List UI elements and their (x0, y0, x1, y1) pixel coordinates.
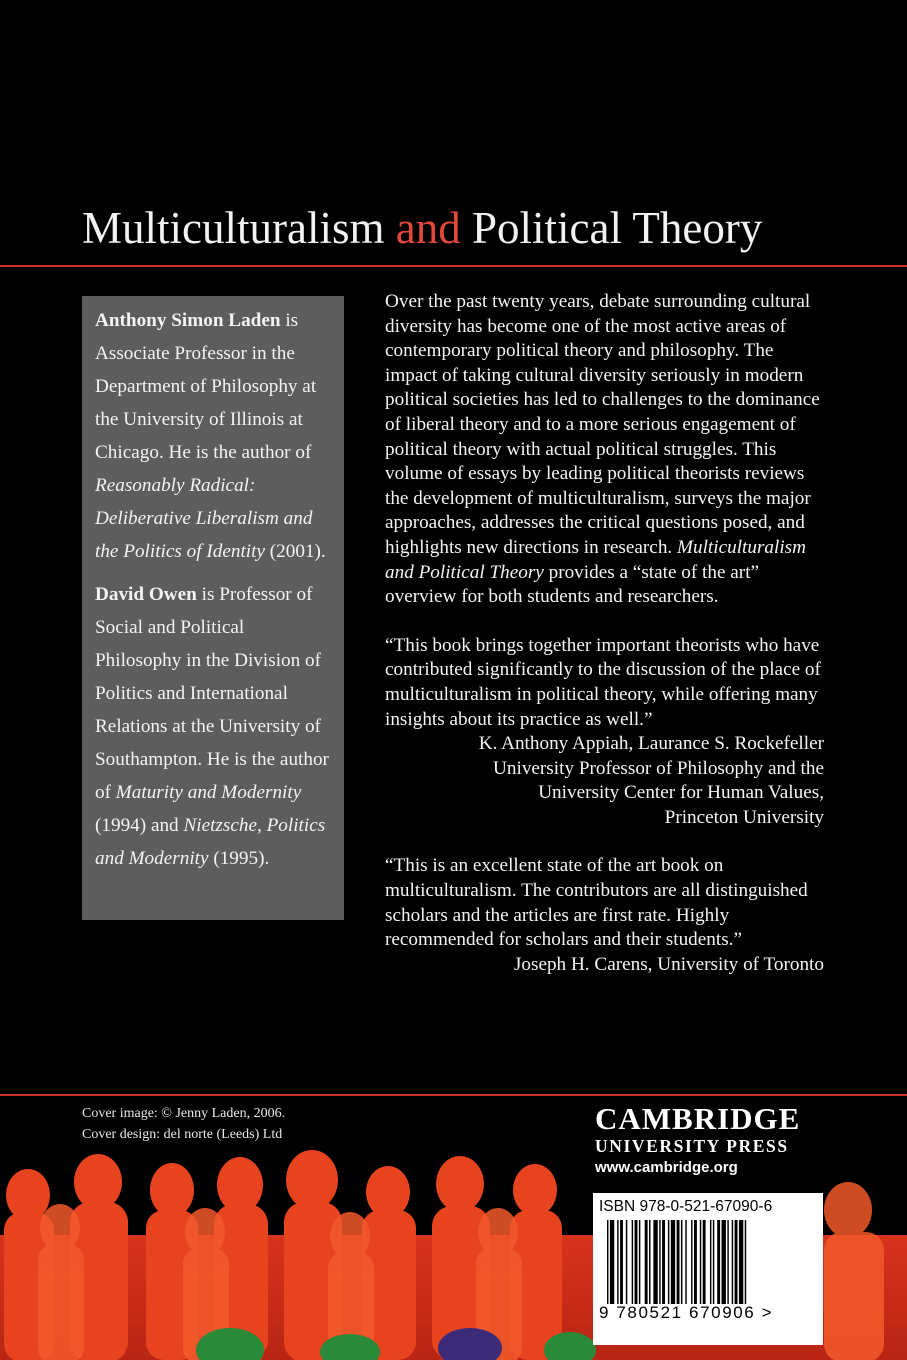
barcode-bar (745, 1220, 746, 1304)
barcode-bar (610, 1220, 614, 1304)
bio-laden (95, 304, 334, 568)
barcode-bar (727, 1220, 728, 1304)
publisher-logo (595, 1102, 825, 1179)
barcode-bar (639, 1220, 640, 1304)
barcode-bar (691, 1220, 692, 1304)
cover-design-credit: Cover design: del norte (Leeds) Ltd (82, 1127, 283, 1142)
cover-image-credit: Cover image: © Jenny Laden, 2006. (82, 1106, 286, 1121)
attribution-line: Joseph H. Carens, University of Toronto (513, 953, 824, 975)
attribution-line: University Professor of Philosophy and the (493, 757, 824, 779)
barcode-bar (626, 1220, 627, 1304)
blurb-book-title: Multiculturalism and Political Theory (385, 536, 806, 583)
barcode-bar (739, 1220, 743, 1304)
cover-credits (82, 1103, 285, 1145)
blurb-text-end: provides a “state of the art” overview for both students and researchers. (385, 561, 760, 608)
attribution-line: K. Anthony Appiah, Laurance S. Rockefeller (478, 733, 824, 755)
barcode-bar (685, 1220, 686, 1304)
barcode-bar (668, 1220, 669, 1304)
review-attribution-1 (385, 732, 830, 830)
isbn-number: ISBN 978-0-521-67090-6 (599, 1198, 773, 1215)
barcode-bar (710, 1220, 711, 1304)
bio-laden-name: Anthony Simon Laden (95, 310, 281, 331)
barcode-bar (735, 1220, 738, 1304)
barcode-bar (607, 1220, 608, 1304)
attribution-line: University Center for Human Values, (538, 782, 824, 804)
title-part-2: Political Theory (460, 203, 763, 253)
barcode-bar (717, 1220, 720, 1304)
top-red-rule (0, 265, 907, 267)
bio-laden-year: (2001). (264, 541, 326, 562)
barcode-bar (713, 1220, 714, 1304)
bio-owen-text: is Professor of Social and Political Philosophy in the Division of Politics and International Relations at the University of Southampton. He is the author of (95, 584, 329, 803)
barcode-bar (620, 1220, 623, 1304)
book-blurb (385, 290, 830, 610)
barcode-bar (671, 1220, 675, 1304)
bio-owen-name: David Owen (95, 584, 197, 605)
attribution-line: Princeton University (664, 806, 824, 828)
barcode-bar (632, 1220, 633, 1304)
barcode-bar (645, 1220, 648, 1304)
barcode-bar (659, 1220, 660, 1304)
spacer (385, 830, 830, 854)
bio-owen-year-1: (1994) and (95, 815, 184, 836)
barcode-bar (722, 1220, 726, 1304)
barcode-bar (700, 1220, 701, 1304)
barcode-bars (599, 1220, 817, 1304)
bio-laden-book: Reasonably Radical: Deliberative Liberalism and the Politics of Identity (95, 475, 313, 562)
barcode-bar (703, 1220, 706, 1304)
publisher-press: UNIVERSITY PRESS (595, 1136, 789, 1156)
review-quote-1: “This book brings together important theorists who have contributed significantly to the discussion of the place of multiculturalism in political theory, while offering many insights about its practice as well.” (385, 634, 821, 730)
publisher-name: CAMBRIDGE (595, 1101, 801, 1136)
bio-owen-year-2: (1995). (208, 848, 270, 869)
barcode-bar (653, 1220, 657, 1304)
barcode-bar (681, 1220, 682, 1304)
barcode-bar (649, 1220, 650, 1304)
barcode-bar (732, 1220, 733, 1304)
bio-owen-book-1: Maturity and Modernity (115, 782, 302, 803)
publisher-url: www.cambridge.org (595, 1159, 738, 1176)
barcode-digits: 9 780521 670906 > (599, 1303, 774, 1322)
bio-laden-text: is Associate Professor in the Department of Philosophy at the University of Illinois at Chicago. He is the author of (95, 310, 317, 463)
review-attribution-2 (385, 953, 830, 978)
bottom-red-rule (0, 1094, 907, 1096)
barcode-bar (677, 1220, 680, 1304)
bio-owen-book-2: Nietzsche, Politics and Modernity (95, 815, 326, 869)
isbn-barcode (593, 1193, 823, 1345)
title-part-1: Multiculturalism (82, 203, 396, 253)
barcode-bar (635, 1220, 638, 1304)
barcode-bar (694, 1220, 697, 1304)
blurb-text: Over the past twenty years, debate surrounding cultural diversity has become one of the most active areas of contemporary political theory and philosophy. The impact of taking cultural diversity seriously in modern political societies has led to challenges to the dominance of liberal theory and to a more serious engagement of political theory with actual political struggles. This volume of essays by leading political theorists reviews the development of multiculturalism, surveys the major approaches, addresses the critical questions posed, and highlights new directions in research. (385, 291, 820, 558)
back-cover-text (385, 290, 830, 977)
bio-owen (95, 578, 334, 875)
book-title (82, 200, 842, 256)
title-and: and (395, 203, 461, 253)
barcode-bar (662, 1220, 665, 1304)
barcode-bar (617, 1220, 618, 1304)
review-quote-2: “This is an excellent state of the art book on multiculturalism. The contributors are all distinguished scholars and the articles are first rate. Highly recommended for scholars and their students.” (385, 855, 808, 951)
author-bio-box (82, 296, 344, 920)
